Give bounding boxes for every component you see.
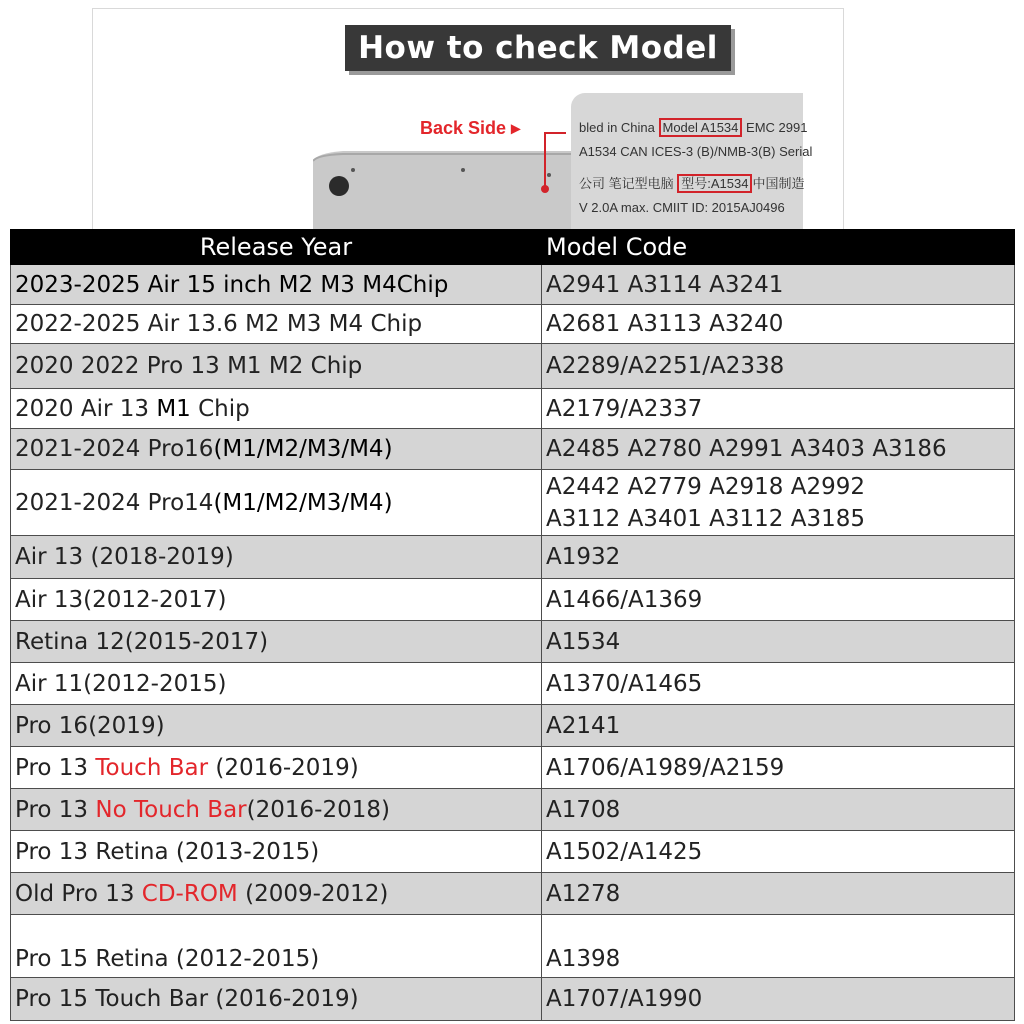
table-row: [11, 789, 1015, 831]
highlight-feature-label: Touch Bar: [95, 754, 209, 781]
model-code-cell: [542, 831, 1015, 873]
table-row: [11, 344, 1015, 389]
release-year-text: Retina 12(2015-2017): [15, 628, 269, 655]
release-year-cell: [11, 389, 542, 429]
release-year-header: Release Year: [11, 230, 542, 265]
back-side-text: Back Side: [420, 118, 507, 138]
model-code-text: A2485 A2780 A2991 A3403 A3186: [546, 436, 947, 462]
model-code-text: A2941 A3114 A3241: [546, 271, 784, 298]
release-year-cell: [11, 536, 542, 579]
release-year-cell: [11, 305, 542, 344]
model-code-text: A1278: [546, 880, 621, 907]
highlight-feature-label: No Touch Bar: [95, 796, 247, 823]
model-code-cell: [542, 915, 1015, 978]
release-year-text: Air 13 (2018-2019): [15, 544, 234, 570]
table-row: [11, 429, 1015, 470]
table-row: [11, 389, 1015, 429]
table-row: [11, 747, 1015, 789]
release-year-cell: [11, 915, 542, 978]
release-year-cell: [11, 747, 542, 789]
model-code-cell: [542, 536, 1015, 579]
release-year-cell: [11, 831, 542, 873]
release-year-cell: [11, 873, 542, 915]
release-year-text: Pro 13: [15, 796, 96, 823]
table-row: [11, 915, 1015, 978]
release-year-text: Pro 13: [15, 754, 96, 781]
release-year-cell: [11, 789, 542, 831]
release-year-cell: [11, 579, 542, 621]
table-row: [11, 621, 1015, 663]
release-year-text: 2020 Air 13: [15, 395, 157, 422]
model-code-cell: [542, 579, 1015, 621]
release-year-text: Pro 13 Retina (2013-2015): [15, 838, 320, 865]
chip-label: (M1/M2/M3/M4): [213, 436, 393, 462]
model-code-cell: [542, 873, 1015, 915]
chip-label: M1: [156, 395, 191, 422]
chinese-model-highlight: 型号:A1534: [677, 174, 752, 193]
model-code-text: A2179/A2337: [546, 395, 703, 422]
page-title-banner: How to check Model: [345, 25, 731, 71]
label-line-2: A1534 CAN ICES-3 (B)/NMB-3(B) Serial: [579, 144, 813, 159]
table-row: [11, 470, 1015, 536]
release-year-cell: [11, 978, 542, 1021]
model-code-cell: [542, 747, 1015, 789]
release-year-text: 2022-2025 Air 13.6 M2 M3 M4 Chip: [15, 311, 423, 337]
label-text: bled in China: [579, 120, 659, 135]
label-line-3: [579, 177, 804, 190]
release-year-cell: [11, 621, 542, 663]
release-year-text: Old Pro 13: [15, 880, 142, 907]
table-row: [11, 705, 1015, 747]
model-code-header: Model Code: [542, 230, 1015, 265]
chip-label: (M1/M2/M3/M4): [213, 489, 393, 516]
table-row: [11, 978, 1015, 1021]
model-code-cell: [542, 978, 1015, 1021]
release-year-suffix: (2016-2019): [208, 754, 359, 781]
table-row: [11, 873, 1015, 915]
model-code-text: A1398: [546, 946, 621, 972]
model-code-text: A1370/A1465: [546, 670, 703, 697]
highlight-feature-label: CD-ROM: [141, 880, 238, 907]
foot-icon: [329, 176, 349, 196]
table-row: [11, 305, 1015, 344]
model-code-cell: [542, 305, 1015, 344]
release-year-text: Air 13(2012-2017): [15, 586, 227, 613]
back-side-label: [420, 117, 520, 139]
model-code-text: A1502/A1425: [546, 838, 703, 865]
release-year-cell: [11, 705, 542, 747]
table-row: [11, 579, 1015, 621]
release-year-suffix: (2016-2018): [246, 796, 390, 823]
release-year-text: 2021-2024 Pro14: [15, 489, 214, 516]
release-year-cell: [11, 265, 542, 305]
table-header-row: [11, 230, 1015, 265]
model-code-text: A1707/A1990: [546, 986, 703, 1012]
model-code-text: A3112 A3401 A3112 A3185: [546, 505, 866, 532]
release-year-suffix: (2009-2012): [237, 880, 389, 907]
model-code-text: A1708: [546, 796, 621, 823]
table-row: [11, 536, 1015, 579]
model-code-cell: [542, 470, 1015, 536]
label-text: 公司 笔记型电脑: [579, 176, 678, 191]
model-code-cell: [542, 389, 1015, 429]
model-code-text: A2141: [546, 712, 621, 739]
model-code-text: A2681 A3113 A3240: [546, 311, 784, 337]
table-row: [11, 663, 1015, 705]
arrow-right-icon: ▸: [511, 118, 521, 138]
label-text: 中国制造: [752, 176, 805, 191]
model-code-text: A1466/A1369: [546, 586, 703, 613]
release-year-text: Pro 15 Touch Bar (2016-2019): [15, 986, 359, 1012]
label-line-4: V 2.0A max. CMIIT ID: 2015AJ0496: [579, 200, 785, 215]
laptop-underside-image: [313, 91, 573, 229]
table-body: [11, 265, 1015, 1021]
model-number-highlight: Model A1534: [659, 118, 743, 137]
model-code-cell: [542, 429, 1015, 470]
model-code-cell: [542, 265, 1015, 305]
release-year-suffix: Chip: [190, 395, 250, 422]
model-code-text: A2289/A2251/A2338: [546, 353, 785, 379]
model-code-cell: [542, 663, 1015, 705]
table-row: [11, 265, 1015, 305]
release-year-text: Air 11(2012-2015): [15, 670, 227, 697]
model-code-text: A2442 A2779 A2918 A2992: [546, 473, 866, 500]
table-row: [11, 831, 1015, 873]
release-year-cell: [11, 663, 542, 705]
model-code-cell: [542, 621, 1015, 663]
release-year-text: 2023-2025 Air 15 inch M2 M3 M4Chip: [15, 271, 449, 298]
release-year-cell: [11, 429, 542, 470]
release-year-cell: [11, 344, 542, 389]
label-text: EMC 2991: [742, 120, 808, 135]
how-to-check-model-illustration: [92, 8, 844, 229]
release-year-text: 2021-2024 Pro16: [15, 436, 214, 462]
release-year-text: Pro 15 Retina (2012-2015): [15, 946, 320, 972]
release-year-text: Pro 16(2019): [15, 712, 165, 739]
model-code-cell: [542, 344, 1015, 389]
model-code-cell: [542, 789, 1015, 831]
model-code-cell: [542, 705, 1015, 747]
release-year-text: 2020 2022 Pro 13 M1 M2 Chip: [15, 353, 363, 379]
model-code-text: A1534: [546, 628, 621, 655]
model-code-table: [10, 229, 1015, 1021]
regulatory-label-plate: [571, 93, 813, 229]
model-code-text: A1932: [546, 544, 621, 570]
model-code-text: A1706/A1989/A2159: [546, 754, 785, 781]
label-line-1: [579, 121, 807, 134]
release-year-cell: [11, 470, 542, 536]
